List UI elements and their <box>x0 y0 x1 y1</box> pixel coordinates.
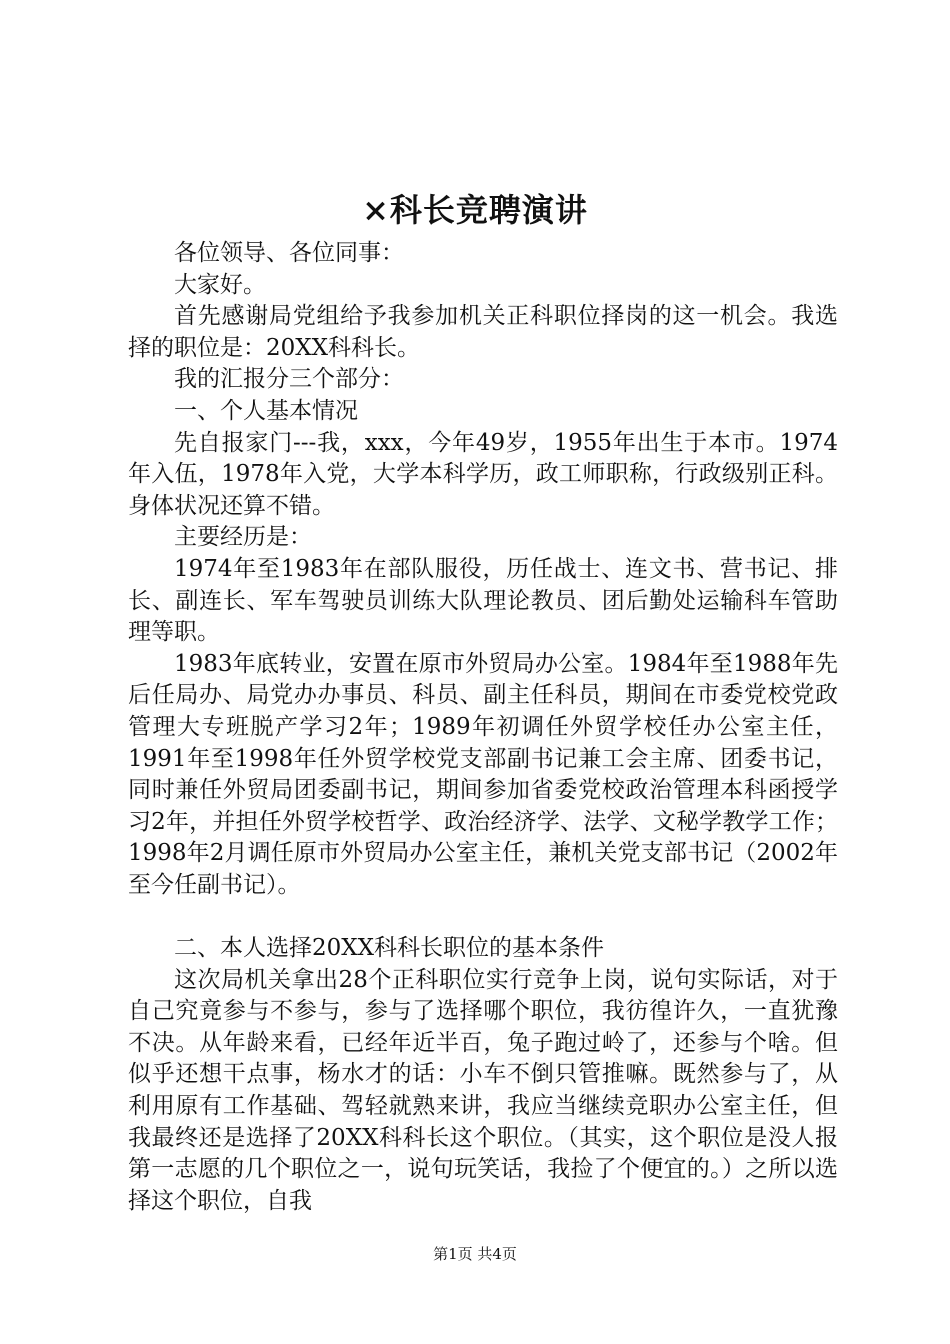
section-heading-2: 二、本人选择20XX科科长职位的基本条件 <box>174 935 605 962</box>
section-heading-1: 一、个人基本情况 <box>174 397 358 424</box>
military-service-paragraph: 1974年至1983年在部队服役，历任战士、连文书、营书记、排长、副连长、军车驾驶员训练大队理论教员、团后勤处运输科车管助理等职。 <box>128 555 838 646</box>
page-footer: 第1页 共4页 <box>433 1245 517 1263</box>
outline-paragraph: 我的汇报分三个部分： <box>174 366 404 393</box>
motivation-paragraph: 这次局机关拿出28个正科职位实行竞争上岗，说句实际话，对于自己究竟参与不参与，参与了选择哪个职位，我彷徨许久，一直犹豫不决。从年龄来看，已经年近半百，兔子跑过岭了，还参与个啥。但似乎还想干点事，杨水才的话：小车不倒只管推嘛。既然参与了，从利用原有工作基础、驾轻就熟来讲，我应当继续竞职办公室主任，但我最终还是选择了20XX科科长这个职位。（其实，这个职位是没人报第一志愿的几个职位之一，说句玩笑话，我捡了个便宜的。）之所以选择这个职位，自我 <box>128 966 838 1214</box>
personal-info-paragraph: 先自报家门---我，xxx，今年49岁，1955年出生于本市。1974年入伍，1978年入党，大学本科学历，政工师职称，行政级别正科。身体状况还算不错。 <box>128 429 838 519</box>
salutation-paragraph: 各位领导、各位同事： <box>174 240 404 266</box>
intro-paragraph: 首先感谢局党组给予我参加机关正科职位择岗的这一机会。我选择的职位是：20XX科科长。 <box>128 303 838 361</box>
document-body <box>128 238 838 1217</box>
career-history-paragraph: 1983年底转业，安置在原市外贸局办公室。1984年至1988年先后任局办、局党办办事员、科员、副主任科员，期间在市委党校党政管理大专班脱产学习2年；1989年初调任外贸学校任办公室主任，1991年至1998年任外贸学校党支部副书记兼工会主席、团委书记，同时兼任外贸局团委副书记，期间参加省委党校政治管理本科函授学习2年，并担任外贸学校哲学、政治经济学、法学、文秘学教学工作；1998年2月调任原市外贸局办公室主任，兼机关党支部书记（2002年至今任副书记）。 <box>128 650 838 898</box>
document-title: ×科长竞聘演讲 <box>362 191 588 229</box>
blank-line <box>128 901 838 933</box>
greeting-paragraph: 大家好。 <box>174 271 266 298</box>
experience-label-paragraph: 主要经历是： <box>174 524 312 551</box>
